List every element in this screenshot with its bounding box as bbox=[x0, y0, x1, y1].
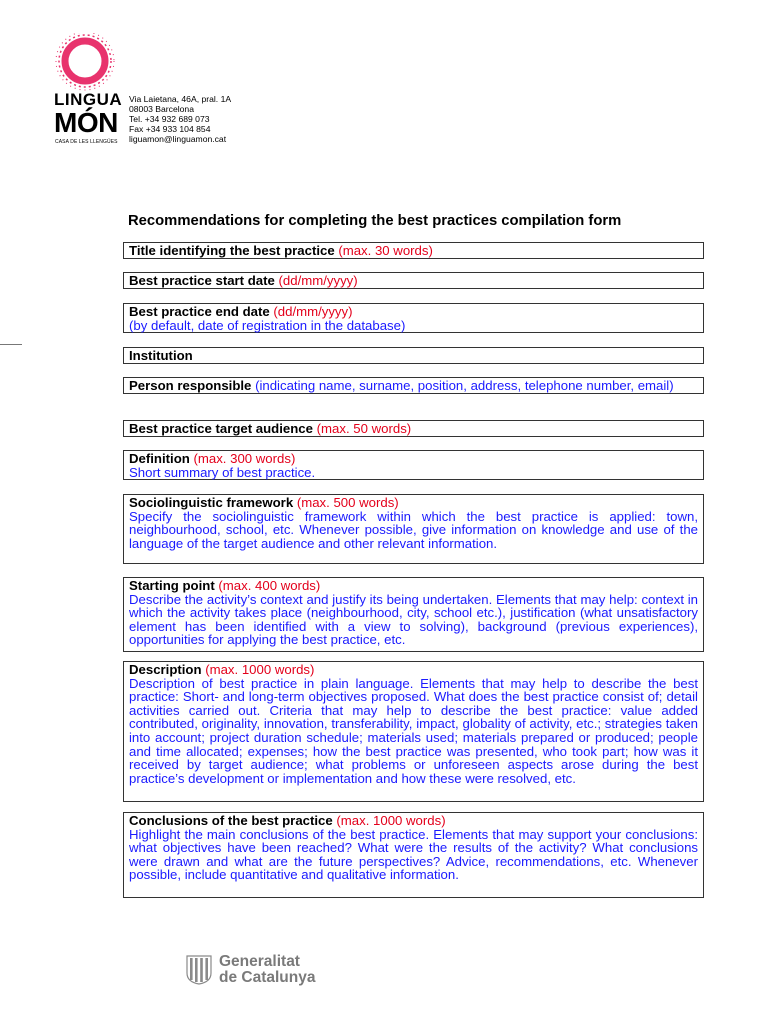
field-note: (max. 1000 words) bbox=[336, 813, 446, 828]
field-note: (dd/mm/yyyy) bbox=[278, 273, 358, 288]
generalitat-logo bbox=[186, 953, 326, 987]
address-email: liguamon@linguamon.cat bbox=[129, 134, 227, 144]
address-street: Via Laietana, 46A, pral. 1A bbox=[129, 94, 232, 104]
field-label: Conclusions of the best practice bbox=[129, 813, 333, 828]
field-person-responsible bbox=[123, 377, 704, 394]
field-note: (max. 1000 words) bbox=[205, 662, 315, 677]
field-start-date bbox=[123, 272, 704, 289]
logo-text-lingua: LINGUA bbox=[54, 90, 123, 109]
field-note: (max. 500 words) bbox=[296, 495, 399, 510]
field-description: Highlight the main conclusions of the best practice. Elements that may support your conclusions: what objectives have been reached? What were the results of the activity? What conclusions were drawn and what are the future perspectives? Advice, recommendations, etc. Whenever possible, include quantitative and qualitative information. bbox=[129, 826, 698, 883]
generalitat-line2: de Catalunya bbox=[219, 969, 316, 986]
field-label: Sociolinguistic framework bbox=[129, 495, 294, 510]
linguamon-ring-icon bbox=[52, 33, 122, 91]
field-institution bbox=[123, 347, 704, 364]
address-block bbox=[129, 94, 231, 144]
field-note: (max. 50 words) bbox=[316, 421, 412, 436]
field-label: Definition bbox=[129, 451, 190, 466]
field-label: Best practice start date bbox=[129, 273, 275, 288]
field-label: Person responsible bbox=[129, 378, 252, 393]
field-label: Starting point bbox=[129, 578, 215, 593]
logo-tagline: CASA DE LES LLENGÜES bbox=[55, 139, 118, 145]
field-note: (max. 400 words) bbox=[218, 578, 321, 593]
generalitat-emblem-icon bbox=[186, 955, 212, 985]
field-description: (by default, date of registration in the database) bbox=[129, 317, 406, 333]
generalitat-wordmark bbox=[219, 954, 315, 986]
logo-text-mon: MÓN bbox=[54, 107, 118, 138]
field-label: Institution bbox=[129, 348, 193, 363]
address-fax: Fax +34 933 104 854 bbox=[129, 124, 211, 134]
field-starting-point bbox=[123, 577, 704, 652]
field-note: (max. 300 words) bbox=[193, 451, 296, 466]
address-phone: Tel. +34 932 689 073 bbox=[129, 114, 210, 124]
field-description: Describe the activity’s context and justify its being undertaken. Elements that may help: context in which the activity takes place (neighbourhood, city, school etc.), justification (what unsatisfactory element has been identified with a view to solving), background (previous experiences), opportunities for applying the best practice, etc. bbox=[129, 591, 698, 648]
field-end-date bbox=[123, 303, 704, 333]
linguamon-logo bbox=[52, 33, 122, 145]
field-sociolinguistic-framework bbox=[123, 494, 704, 564]
field-note: (max. 30 words) bbox=[338, 243, 433, 258]
field-title bbox=[123, 242, 704, 259]
field-label: Best practice target audience bbox=[129, 421, 313, 436]
field-definition bbox=[123, 450, 704, 480]
field-description: (indicating name, surname, position, address, telephone number, email) bbox=[255, 378, 674, 393]
field-conclusions bbox=[123, 812, 704, 898]
field-target-audience bbox=[123, 420, 704, 437]
field-description: Short summary of best practice. bbox=[129, 464, 316, 480]
field-description: Description of best practice in plain language. Elements that may help to describe the best practice: Short- and long-term objectives proposed. What does the best practice consist of; detail activities carried out. Criteria that may help to describe the best practice: value added contributed, originality, innovation, transferability, impact, globality of activity, etc.; strategies taken into account; project duration schedule; materials used; materials prepared or produced; people and time allocated; expenses; how the best practice was presented, who took part; how was it received by target audience; what problems or unforeseen aspects arose during the best practice’s development or implementation and how these were resolved, etc. bbox=[129, 675, 698, 786]
field-note: (dd/mm/yyyy) bbox=[273, 304, 353, 319]
field-description-section bbox=[123, 661, 704, 802]
field-label: Title identifying the best practice bbox=[129, 243, 335, 258]
margin-mark bbox=[0, 344, 22, 345]
generalitat-line1: Generalitat bbox=[219, 953, 300, 970]
field-label: Description bbox=[129, 662, 202, 677]
field-description: Specify the sociolinguistic framework within which the best practice is applied: town, neighbourhood, school, etc. Whenever possible, give information on knowledge and use of the language of the target audience and other relevant information. bbox=[129, 508, 698, 551]
address-city: 08003 Barcelona bbox=[129, 104, 194, 114]
field-label: Best practice end date bbox=[129, 304, 270, 319]
page-title: Recommendations for completing the best practices compilation form bbox=[128, 213, 622, 229]
